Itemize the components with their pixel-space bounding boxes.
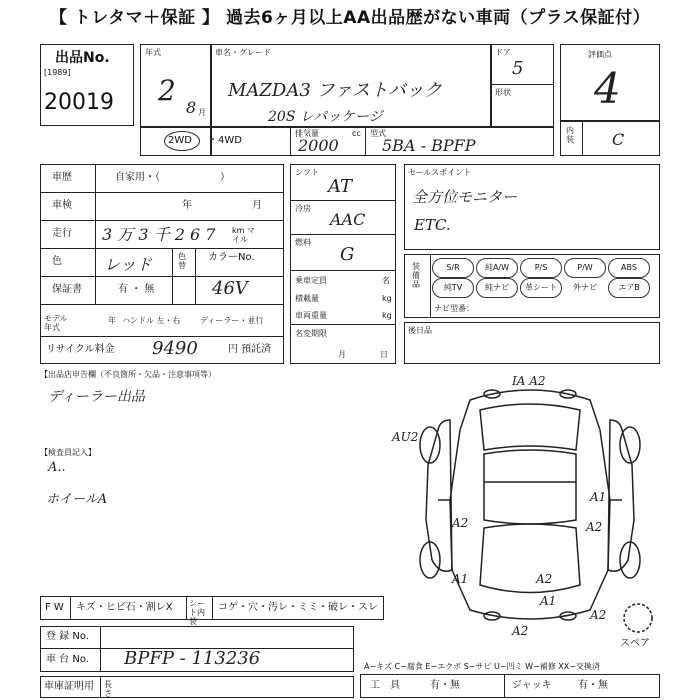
equip-airbag: エアB [608, 278, 650, 298]
mark-rear-right: A2 [590, 608, 607, 622]
sales-line1: 全方位モニター [412, 188, 518, 206]
auction-banner: 【 トレタマ＋保証 】 過去6ヶ月以上AA出品歴がない車両（プラス保証付） [49, 8, 651, 28]
fuel-value: G [340, 244, 355, 265]
registration-label: 登 録 No. [46, 631, 89, 642]
mark-rear: A2 [512, 624, 529, 638]
sales-label: セールスポイント [408, 168, 472, 177]
fw-label: F W [45, 602, 64, 613]
drive-2wd: 2WD [168, 135, 192, 146]
equip-ps: P/S [520, 258, 562, 278]
seat-label: シート内装 [189, 599, 205, 626]
mileage-unit: km マイル [232, 226, 255, 244]
weight-unit: kg [382, 311, 392, 320]
jack-label: ジャッキ [512, 680, 552, 691]
dealer-label: ディーラー・並行 [200, 316, 264, 325]
inspection-label: 車検 [52, 200, 72, 211]
jack-value: 有・無 [578, 680, 608, 691]
lot-number: 20019 [44, 90, 114, 115]
recycle-value: 9490 [152, 338, 198, 359]
color-label: 色 [52, 256, 62, 267]
doors-label: ドア [495, 48, 511, 57]
change-label: 名変期限 [295, 329, 327, 338]
equip-alloy: 純A/W [476, 258, 518, 278]
color-no-value: 46V [212, 278, 248, 299]
change-day: 日 [380, 350, 388, 359]
inspector-label: 【検査員記入】 [40, 448, 96, 457]
mark-right-rear: A1 [540, 594, 557, 608]
handle-label: ハンドル 左・右 [122, 316, 181, 325]
mark-right-door: A2 [586, 520, 603, 534]
model-value: 5BA - BPFP [382, 136, 476, 155]
car-diagram [380, 370, 680, 640]
load-label: 積載量 [295, 294, 319, 303]
model-year-label: モデル年式 [44, 314, 68, 332]
mark-rear-upper: A2 [536, 572, 553, 586]
chassis-value: BPFP - 113236 [124, 648, 261, 669]
recycle-label: リサイクル料金 [46, 344, 115, 355]
chassis-label: 車 台 No. [46, 654, 89, 665]
history-value: 自家用・（ ） [115, 172, 230, 183]
warranty-label: 保証書 [52, 284, 82, 295]
drive-4wd: ・4WD [208, 135, 242, 146]
displacement-value: 2000 [298, 136, 339, 155]
year-label: 年式 [145, 48, 161, 57]
mark-left-door: A2 [452, 516, 469, 530]
capacity-label: 乗車定員 [295, 276, 327, 285]
recycle-unit: 円 預託済 [228, 344, 272, 355]
sales-line2: ETC. [414, 216, 451, 234]
displacement-label: 排気量 [295, 129, 319, 138]
interior-label: 内装 [566, 126, 574, 144]
lot-label: 出品No. [55, 50, 110, 66]
seat-items: コゲ・穴・汚レ・ミミ・破レ・スレ [218, 602, 378, 613]
score-value: 4 [594, 64, 621, 113]
color-change-label: 色替 [178, 252, 186, 270]
load-unit: kg [382, 294, 392, 303]
warranty-value: 有 ・ 無 [118, 284, 155, 295]
model-label: 型式 [370, 129, 386, 138]
month-value: 8 [186, 98, 197, 117]
equip-ext-navi: 外ナビ [573, 283, 597, 292]
ac-label: 冷房 [295, 204, 311, 213]
displacement-unit: cc [352, 129, 361, 138]
change-month: 月 [338, 350, 346, 359]
mark-front: IA A2 [512, 374, 546, 388]
after-items-box [404, 322, 660, 364]
spec-table [40, 164, 284, 364]
inspector-line1: A.. [48, 460, 66, 475]
color-value: レッド [104, 255, 152, 274]
shape-label: 形状 [495, 88, 511, 97]
weight-label: 車両重量 [295, 311, 327, 320]
month-unit: 月 [198, 108, 206, 117]
equip-tv: 純TV [432, 278, 474, 298]
grade-value: 20S レパッケージ [268, 109, 383, 125]
seller-notes-text: ディーラー出品 [48, 389, 145, 405]
history-label: 車歴 [52, 172, 72, 183]
tools-value: 有・無 [430, 680, 460, 691]
mark-left-front: AU2 [392, 430, 419, 444]
mark-right-front: A1 [590, 490, 607, 504]
inspection-year-unit: 年 [182, 200, 192, 211]
length-label: 長さ [104, 680, 112, 698]
equip-navi: 純ナビ [476, 278, 518, 298]
inspector-line2: ホイールA [46, 492, 108, 507]
drive-2wd-circle [164, 131, 200, 151]
fw-items: キズ・ヒビ石・割レX [76, 602, 173, 613]
interior-value: C [612, 130, 625, 149]
damage-legend: A−キズ C−腐食 E−エクボ S−サビ U−凹ミ W−補修 XX−交換済 [364, 662, 600, 671]
mileage-label: 走行 [52, 228, 72, 239]
car-label: 車名・グレード [215, 48, 271, 57]
inspection-month-unit: 月 [252, 200, 262, 211]
equip-sr: S/R [432, 258, 474, 278]
spare-label: スペア [620, 638, 650, 649]
model-year-unit: 年 [108, 316, 116, 325]
garage-cert-label: 車庫証明用 [44, 681, 94, 692]
shift-label: シフト [295, 168, 319, 177]
tools-label: 工 具 [370, 680, 400, 691]
seller-notes-label: 【出品店申告欄（不良箇所・欠品・注意事項等） [40, 370, 216, 379]
mark-left-rear: A1 [452, 572, 469, 586]
car-name: MAZDA3 ファストバック [228, 80, 442, 101]
ac-value: AAC [330, 210, 366, 229]
year-value: 2 [158, 74, 176, 107]
equip-leather: 革シート [520, 278, 562, 298]
tools-box [360, 674, 660, 698]
color-no-label: カラーNo. [208, 252, 255, 263]
fuel-label: 燃料 [295, 238, 311, 247]
equip-abs: ABS [608, 258, 650, 278]
navi-model-label: ナビ型番： [434, 304, 474, 313]
equipment-label: 装備品 [412, 262, 420, 289]
score-label: 評価点 [588, 50, 612, 59]
capacity-unit: 名 [382, 276, 390, 285]
lot-sub: [1989] [44, 68, 71, 77]
mileage-value: 3 万 3 千 2 6 7 [102, 225, 216, 244]
shift-value: AT [328, 176, 353, 197]
after-items-label: 後日品 [408, 326, 432, 335]
doors-value: 5 [512, 58, 524, 79]
equip-pw: P/W [564, 258, 606, 278]
